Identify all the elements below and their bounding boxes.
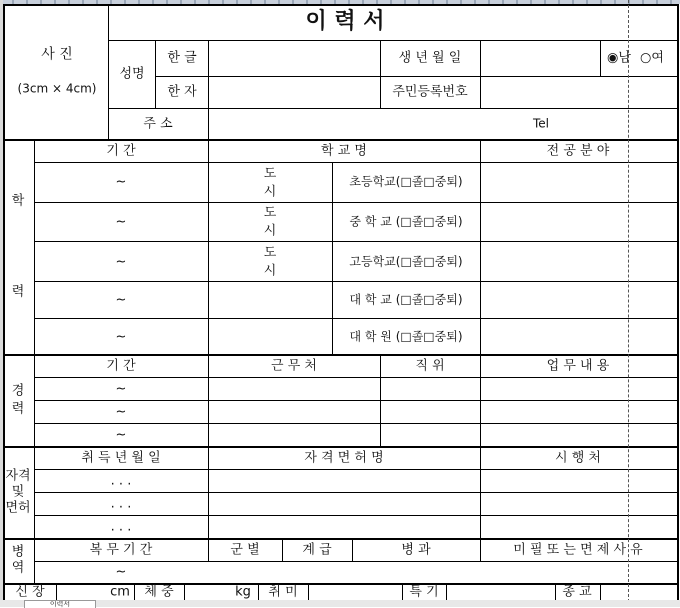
- edu-school-type: 초등학교(□졸□중퇴): [349, 174, 463, 189]
- career-row-tilde: ~: [115, 427, 127, 443]
- military-side-top: 병: [11, 544, 25, 560]
- id-number-label: 주민등록번호: [392, 84, 468, 100]
- edu-row-tilde: ~: [115, 214, 127, 230]
- military-col-rank: 계 급: [302, 542, 332, 558]
- edu-col-major: 전 공 분 야: [546, 143, 610, 159]
- line: [34, 162, 678, 163]
- resume-title: 이 력 서: [305, 9, 385, 34]
- license-col-date: 취 득 년 월 일: [81, 450, 161, 466]
- edu-row-tilde: ~: [115, 292, 127, 308]
- education-side-top: 학: [11, 193, 25, 209]
- edu-city-do: 도: [263, 245, 277, 261]
- license-side-1: 자격: [5, 468, 31, 484]
- line: [480, 446, 481, 538]
- hobby-label: 취 미: [268, 584, 298, 600]
- birth-label: 생 년 월 일: [398, 50, 462, 66]
- sheet-tab-bar: [0, 600, 680, 607]
- line: [155, 40, 156, 108]
- edu-school-type: 대 학 교 (□졸□중퇴): [349, 292, 463, 307]
- career-row-tilde: ~: [115, 381, 127, 397]
- line: [480, 139, 481, 354]
- career-col-workplace: 근 무 처: [271, 358, 317, 374]
- skill-label: 특 기: [409, 584, 439, 600]
- line: [184, 583, 185, 600]
- line: [34, 318, 678, 319]
- line: [34, 241, 678, 242]
- religion-label: 종 교: [562, 584, 592, 600]
- edu-school-type: 고등학교(□졸□중퇴): [349, 254, 463, 269]
- career-col-period: 기 간: [106, 358, 136, 374]
- page-break-line: [628, 0, 629, 607]
- license-date-dots: . . .: [110, 473, 132, 489]
- career-side-top: 경: [11, 383, 25, 399]
- line: [480, 354, 481, 446]
- line: [332, 162, 333, 354]
- line: [258, 583, 259, 600]
- photo-label: 사 진: [41, 46, 73, 63]
- line: [600, 583, 601, 600]
- line: [282, 538, 283, 561]
- line: [108, 4, 109, 139]
- military-col-branch: 군 별: [230, 542, 260, 558]
- gender-female-radio[interactable]: ○여: [640, 50, 664, 66]
- career-col-duty: 업 무 내 용: [546, 358, 610, 374]
- education-side-bottom: 력: [11, 284, 25, 300]
- edu-city-si: 시: [263, 223, 277, 239]
- edu-col-school: 학 교 명: [321, 143, 367, 159]
- line: [134, 583, 135, 600]
- height-unit: cm: [110, 584, 130, 600]
- line: [34, 561, 678, 562]
- edu-city-do: 도: [263, 166, 277, 182]
- line: [108, 108, 678, 109]
- edu-school-type: 중 학 교 (□졸□중퇴): [349, 214, 463, 229]
- line: [402, 583, 403, 600]
- line: [34, 202, 678, 203]
- line: [3, 538, 678, 540]
- weight-label: 체 중: [144, 584, 174, 600]
- line: [208, 139, 209, 561]
- name-label: 성명: [119, 66, 145, 82]
- line: [155, 76, 678, 77]
- line: [352, 538, 353, 561]
- line: [446, 583, 447, 600]
- border-top: [3, 4, 678, 6]
- military-col-period: 복 무 기 간: [89, 542, 153, 558]
- license-col-agency: 시 행 처: [555, 450, 601, 466]
- license-side-3: 면허: [5, 500, 31, 516]
- hangul-label: 한 글: [167, 50, 197, 66]
- military-col-exempt: 미 필 또 는 면 제 사 유: [513, 542, 643, 558]
- border-right: [677, 4, 679, 600]
- line: [3, 139, 678, 141]
- photo-size: (3cm × 4cm): [17, 81, 97, 96]
- line: [3, 354, 678, 356]
- line: [208, 40, 209, 139]
- height-label: 신 장: [15, 584, 45, 600]
- edu-row-tilde: ~: [115, 174, 127, 190]
- line: [56, 583, 57, 600]
- line: [600, 40, 601, 76]
- military-row-tilde: ~: [115, 564, 127, 580]
- line: [480, 538, 481, 561]
- edu-school-type: 대 학 원 (□졸□중퇴): [349, 329, 463, 344]
- line: [34, 377, 678, 378]
- military-side-bottom: 역: [11, 560, 25, 576]
- line: [34, 492, 678, 493]
- edu-city-si: 시: [263, 184, 277, 200]
- line: [555, 583, 556, 600]
- edu-city-do: 도: [263, 205, 277, 221]
- edu-row-tilde: ~: [115, 254, 127, 270]
- license-side-2: 및: [11, 484, 25, 500]
- tel-label: Tel: [532, 116, 550, 131]
- line: [108, 40, 678, 41]
- line: [380, 354, 381, 446]
- weight-unit: kg: [235, 584, 251, 600]
- license-date-dots: . . .: [110, 496, 132, 512]
- hanja-label: 한 자: [167, 84, 197, 100]
- career-col-position: 직 위: [415, 358, 445, 374]
- sheet-tab-resume[interactable]: 이력서: [24, 600, 96, 608]
- license-col-name: 자 격 면 허 명: [304, 450, 384, 466]
- military-col-type: 병 과: [401, 542, 431, 558]
- line: [34, 515, 678, 516]
- address-label: 주 소: [143, 116, 173, 132]
- edu-col-period: 기 간: [106, 143, 136, 159]
- line: [34, 423, 678, 424]
- line: [480, 40, 481, 108]
- career-side-bottom: 력: [11, 401, 25, 417]
- gender-male-radio[interactable]: ◉남: [607, 50, 631, 66]
- career-row-tilde: ~: [115, 404, 127, 420]
- line: [308, 583, 309, 600]
- line: [34, 469, 678, 470]
- line: [34, 281, 678, 282]
- edu-city-si: 시: [263, 263, 277, 279]
- line: [34, 139, 35, 583]
- license-date-dots: . . .: [110, 519, 132, 535]
- line: [34, 400, 678, 401]
- line: [3, 446, 678, 448]
- line: [380, 40, 381, 108]
- edu-row-tilde: ~: [115, 329, 127, 345]
